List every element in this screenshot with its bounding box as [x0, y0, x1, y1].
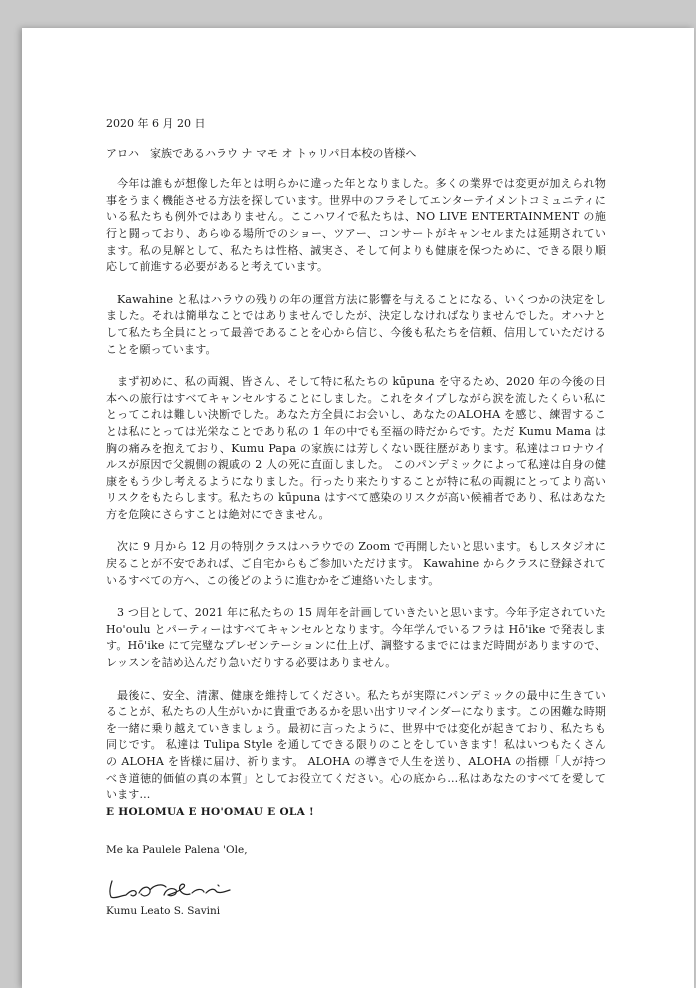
letter-date: 2020 年 6 月 20 日 — [106, 117, 206, 130]
paragraph-6: 最後に、安全、清潔、健康を維持してください。私たちが実際にパンデミックの最中に生きていることが、私たちの人生がいかに貴重であるかを思い出すリマインダーになります。この困難な時期を一緒に乗り越えていきましょう。最初に言ったように、世界中では変化が起きており、私たちも同じです。 私達は Tulipa Style を通してできる限りのことをしていきます！私はいつもたくさんの ALOHA を皆様に届け、祈ります。 ALOHA の導きで人生を送り、ALOHA の指標「人が持つべき道徳的価値の真の本質」としてお役立てください。心の底から...私はあなたのすべてを愛しています... — [106, 688, 606, 802]
paragraph-2: Kawahine と私はハラウの残りの年の運営方法に影響を与えることになる、いくつかの決定をしました。それは簡単なことではありませんでしたが、決定しなければなりませんでした。オハナとして私たち全員にとって最善であることを心から信じ、今後も私たちを信頼、信用していただけることを願っています。 — [106, 292, 606, 356]
closing-shout: E HOLOMUA E HO'OMAU E OLA ! — [106, 805, 314, 818]
signer-name: Kumu Leato S. Savini — [106, 904, 221, 917]
paragraph-5: 3 つ目として、2021 年に私たちの 15 周年を計画していきたいと思います。今年予定されていた Ho'oulu とパーティーはすべてキャンセルとなります。今年学んでいるフラは Hō'ike で発表します。Hō'ike にて完璧なプレゼンテーションに仕上げ、調整するまでにはまだ時間がありますので、レッスンを詰め込んだり急いだりする必要はありません。 — [106, 606, 606, 670]
letter-greeting: アロハ 家族であるハラウ ナ マモ オ トゥリパ日本校の皆様へ — [106, 146, 417, 160]
letter-body — [106, 116, 606, 920]
handwritten-signature — [106, 877, 246, 901]
letter-page — [22, 28, 694, 988]
valediction: Me ka Paulele Palena 'Ole, — [106, 844, 248, 857]
paragraph-3: まず初めに、私の両親、皆さん、そして特に私たちの kūpuna を守るため、2020 年の今後の日本への旅行はすべてキャンセルすることにしました。これをタイプしながら涙を流したくらい私にとってこれは難しい決断でした。あなた方全員にお会いし、あなたのALOHA を感じ、練習することは私にとっては光栄なことであり私の 1 年の中でも至福の時だからです。ただ Kumu Mama は胸の痛みを抱えており、Kumu Papa の家族には芳しくない既往歴があります。私達はコロナウイルスが原因で父親側の親戚の 2 人の死に直面しました。 このパンデミックによって私達は自身の健康をもう少し考えるようになりました。行ったり来たりすることが特に私の両親にとってより高いリスクをもたらします。私たちの kūpuna はすべて感染のリスクが高い候補者であり、私はあなた方を危険にさらすことは絶対にできません。 — [106, 375, 606, 521]
paragraph-1: 今年は誰もが想像した年とは明らかに違った年となりました。多くの業界では変更が加えられ物事をうまく機能させる方法を探しています。世界中のフラそしてエンターテイメントコミュニティにいる私たちも例外ではありません。ここハワイで私たちは、NO LIVE ENTERTAINMENT の施行と闘っており、あらゆる場所でのショー、ツアー、コンサートがキャンセルまたは延期されています。私の見解として、私たちは性格、誠実さ、そして何よりも健康を保つために、できる限り順応して前進する必要があると考えています。 — [106, 177, 606, 274]
paragraph-4: 次に 9 月から 12 月の特別クラスはハラウでの Zoom で再開したいと思います。もしスタジオに戻ることが不安であれば、ご自宅からもご参加いただけます。 Kawahine からクラスに登録されているすべての方へ、この後どのように進むかをご連絡いたします。 — [106, 540, 606, 587]
